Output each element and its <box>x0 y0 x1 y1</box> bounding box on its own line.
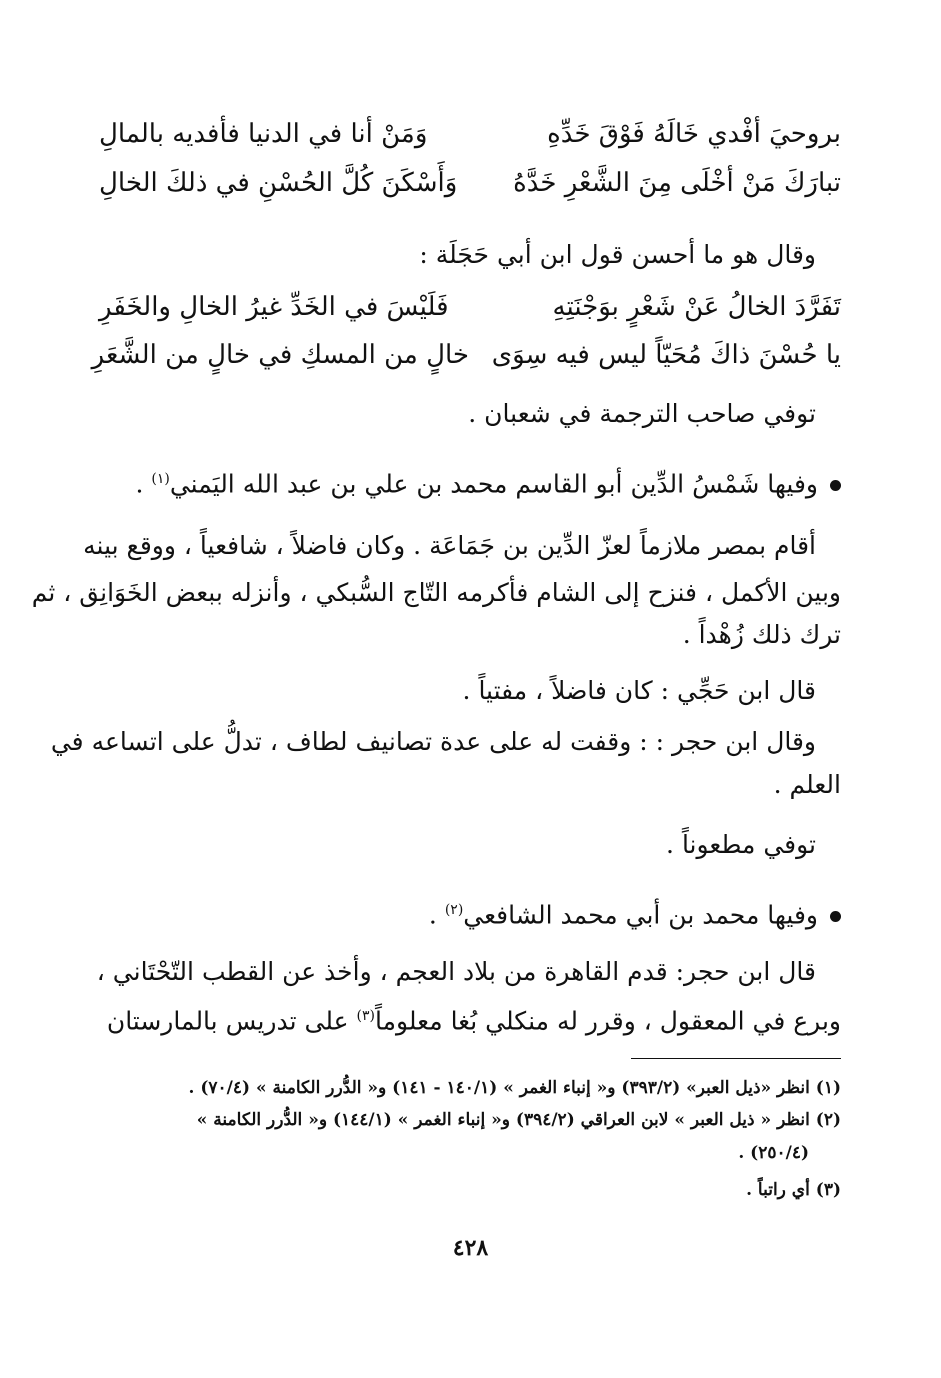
page-number: ٤٢٨ <box>452 1235 489 1261</box>
entry2-line-2 <box>99 994 841 1038</box>
poem2-verse-2 <box>91 333 841 377</box>
footnote-2-continuation: (٢٥٠/٤) . <box>738 1143 809 1163</box>
entry2-footnote-ref: (٢) <box>444 902 464 918</box>
poem2-verse-1-first-hemistich: تَفَرَّدَ الخالُ عَنْ شَعْرٍ بوَجْنَتِهِ <box>552 292 841 322</box>
entry1-quote-ibn-hajar-line-2: العلم . <box>773 770 841 799</box>
poem2-verse-1-second-hemistich: فَلَيْسَ في الخَدِّ غيرُ الخالِ والخَفَرِ <box>99 292 449 322</box>
entry1-heading-text: وفيها شَمْسُ الدِّين أبو القاسم محمد بن علي بن عبد الله اليَمني <box>169 469 818 499</box>
footnote-3: (٣) أي راتباً . <box>746 1180 841 1200</box>
poem2-verse-2-second-hemistich: خالٍ من المسكِ في خالٍ من الشَّعَرِ <box>91 340 469 370</box>
entry1-footnote-ref: (١) <box>151 471 170 487</box>
poem1-verse-1 <box>99 112 841 156</box>
entry2-line-1: قال ابن حجر: قدم القاهرة من بلاد العجم ، وأخذ عن القطب التّحْتَاني ، <box>96 957 816 986</box>
entry1-death: توفي مطعوناً . <box>666 830 816 859</box>
death-note-1: توفي صاحب الترجمة في شعبان . <box>468 399 816 428</box>
footnote-separator <box>631 1058 841 1059</box>
entry1-quote-ibn-hajar-line-1: وقال ابن حجر : : وقفت له على عدة تصانيف لطاف ، تدلُّ على اتساعه في <box>50 727 816 756</box>
entry2-line-2-footnote-ref: (٣) <box>356 1008 375 1024</box>
poem2-verse-2-first-hemistich: يا حُسْنَ ذاكَ مُحَيّاً ليس فيه سِوَى <box>491 340 841 370</box>
bullet-icon <box>830 911 841 922</box>
entry2-line-2-text-a: وبرع في المعقول ، وقرر له منكلي بُغا معلوماً <box>374 1006 841 1036</box>
entry2-heading-end: . <box>428 900 445 930</box>
poem1-verse-2-second-hemistich: وَأَسْكَنَ كُلَّ الحُسْنِ في ذلكَ الخالِ <box>99 168 458 198</box>
entry2-heading <box>99 888 841 932</box>
poem1-verse-2-first-hemistich: تبارَكَ مَنْ أخْلَى مِنَ الشَّعْرِ خَدَّهُ <box>513 168 841 198</box>
entry2-line-2-text-b: على تدريس بالمارستان <box>106 1006 357 1036</box>
entry2-heading-text: وفيها محمد بن أبي محمد الشافعي <box>463 900 818 930</box>
footnote-1: (١) انظر «ذيل العبر» (٣٩٣/٢) و« إنباء الغمر » (١٤٠/١ - ١٤١) و« الدُّرر الكامنة » (٧٠/٤) . <box>188 1078 841 1098</box>
footnote-2: (٢) انظر « ذيل العبر » لابن العراقي (٣٩٤/٢) و« إنباء الغمر » (١٤٤/١) و« الدُّرر الكامنة » <box>196 1110 841 1130</box>
entry1-line-2: وبين الأكمل ، فنزح إلى الشام فأكرمه التّاج السُّبكي ، وأنزله ببعض الخَوَانِق ، ثم <box>31 578 841 607</box>
entry1-heading-end: . <box>135 469 152 499</box>
poem1-verse-1-second-hemistich: وَمَنْ أنا في الدنيا فأفديه بالمالِ <box>99 119 428 149</box>
poem1-verse-1-first-hemistich: بروحيَ أفْدي خَالَهُ فَوْقَ خَدِّهِ <box>547 119 841 149</box>
bullet-icon <box>830 480 841 491</box>
entry1-line-1: أقام بمصر ملازماً لعزّ الدِّين بن جَمَاعَة . وكان فاضلاً ، شافعياً ، ووقع بينه <box>83 531 816 560</box>
poem1-verse-2 <box>99 161 841 205</box>
entry1-heading <box>99 457 841 501</box>
entry1-line-3: ترك ذلك زُهْداً . <box>682 620 841 649</box>
entry1-quote-ibn-hijji: قال ابن حَجِّي : كان فاضلاً ، مفتياً . <box>462 676 816 705</box>
poem2-intro: وقال هو ما أحسن قول ابن أبي حَجَلَة : <box>419 240 816 269</box>
poem2-verse-1 <box>99 285 841 329</box>
